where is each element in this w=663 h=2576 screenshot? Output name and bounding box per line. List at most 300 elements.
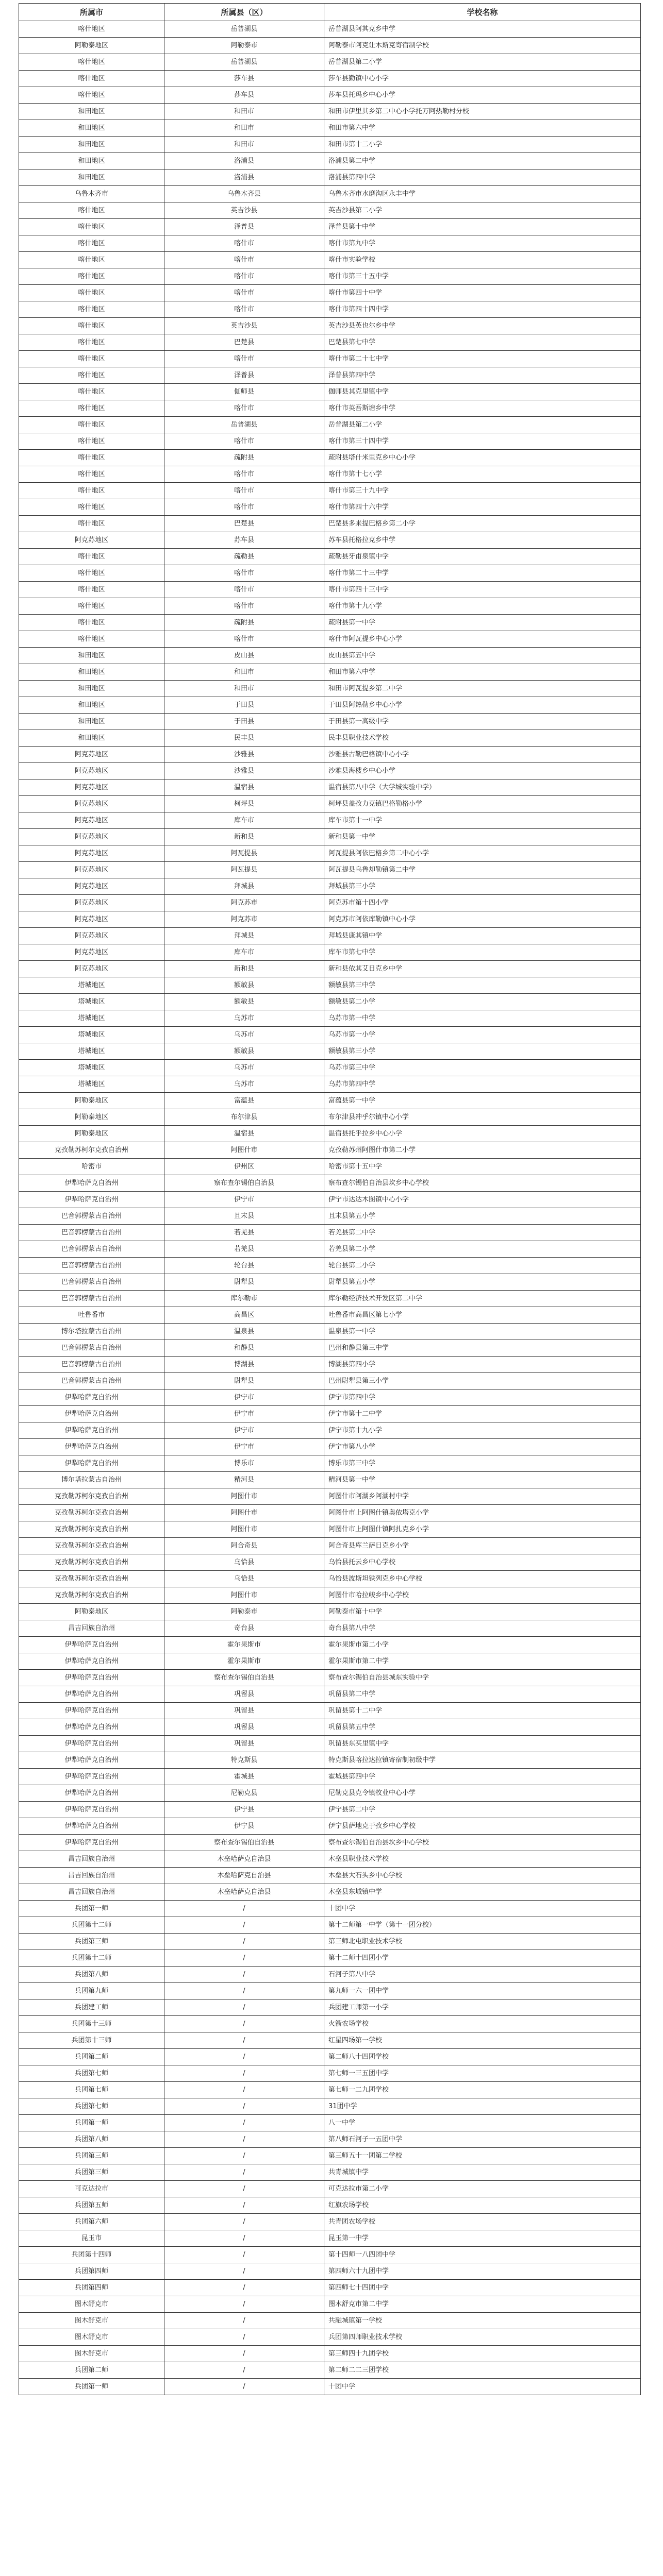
school-name-cell: 霍城县第四中学 (324, 1769, 641, 1785)
school-name-cell: 乌苏市第三中学 (324, 1060, 641, 1076)
school-name-cell: 岳普湖县第二小学 (324, 54, 641, 71)
county-cell: 喀什市 (164, 285, 324, 301)
school-name-cell: 木垒县职业技术学校 (324, 1851, 641, 1868)
school-name-cell: 库车市第七中学 (324, 944, 641, 961)
table-row (19, 1109, 641, 1126)
city-cell: 喀什地区 (19, 87, 164, 104)
city-cell: 伊犁哈萨克自治州 (19, 1703, 164, 1719)
table-row (19, 664, 641, 681)
school-name-cell: 精河县第一中学 (324, 1472, 641, 1488)
table-row (19, 2164, 641, 2181)
school-name-cell: 巩留县第二中学 (324, 1686, 641, 1703)
county-cell: 喀什市 (164, 268, 324, 285)
school-name-cell: 红旗农场学校 (324, 2197, 641, 2214)
city-cell: 巴音郭楞蒙古自治州 (19, 1357, 164, 1373)
city-cell: 兵团第一师 (19, 1901, 164, 1917)
city-cell: 喀什地区 (19, 466, 164, 483)
table-row (19, 1950, 641, 1967)
table-row (19, 1060, 641, 1076)
city-cell: 喀什地区 (19, 71, 164, 87)
school-name-cell: 奇台县第八中学 (324, 1620, 641, 1637)
county-cell: / (164, 2082, 324, 2098)
school-name-cell: 民丰县职业技术学校 (324, 730, 641, 747)
table-row (19, 1901, 641, 1917)
school-name-cell: 温泉县第一中学 (324, 1324, 641, 1340)
county-cell: 阿图什市 (164, 1521, 324, 1538)
school-name-cell: 阿图什市阿湖乡阿湖村中学 (324, 1488, 641, 1505)
table-row (19, 433, 641, 450)
city-cell: 阿克苏地区 (19, 944, 164, 961)
city-cell: 喀什地区 (19, 384, 164, 400)
county-cell: 阿勒泰市 (164, 1604, 324, 1620)
city-cell: 阿克苏地区 (19, 763, 164, 779)
city-cell: 伊犁哈萨克自治州 (19, 1670, 164, 1686)
school-name-cell: 乌鲁木齐市水磨沟区永丰中学 (324, 186, 641, 202)
county-cell: / (164, 1917, 324, 1934)
table-row (19, 1653, 641, 1670)
city-cell: 和田地区 (19, 170, 164, 186)
county-cell: 轮台县 (164, 1258, 324, 1274)
county-cell: 喀什市 (164, 466, 324, 483)
table-row (19, 1192, 641, 1208)
table-row (19, 1258, 641, 1274)
school-name-cell: 岳普湖县第二小学 (324, 417, 641, 433)
school-name-cell: 喀什市第十九小学 (324, 598, 641, 615)
school-name-cell: 于田县阿热勒乡中心小学 (324, 697, 641, 714)
county-cell: 伊州区 (164, 1159, 324, 1175)
table-row (19, 598, 641, 615)
county-cell: 和静县 (164, 1340, 324, 1357)
county-cell: 巴楚县 (164, 516, 324, 532)
city-cell: 喀什地区 (19, 565, 164, 582)
school-name-cell: 和田市阿瓦提乡第二中学 (324, 681, 641, 697)
table-row (19, 499, 641, 516)
school-name-cell: 克孜勒苏州阿图什市第二小学 (324, 1142, 641, 1159)
school-name-cell: 岳普湖县阿其克乡中学 (324, 21, 641, 38)
table-row (19, 681, 641, 697)
school-name-cell: 和田市伊里其乡第二中心小学托万阿热勒村分校 (324, 104, 641, 120)
county-cell: 阿勒泰市 (164, 38, 324, 54)
table-body (19, 21, 641, 2395)
city-cell: 阿克苏地区 (19, 895, 164, 911)
city-cell: 昌吉回族自治州 (19, 1620, 164, 1637)
city-cell: 和田地区 (19, 104, 164, 120)
city-cell: 昆玉市 (19, 2230, 164, 2247)
table-row (19, 1076, 641, 1093)
table-row (19, 2032, 641, 2049)
school-name-cell: 伊宁县第二中学 (324, 1802, 641, 1818)
school-name-cell: 喀什市第九中学 (324, 235, 641, 252)
city-cell: 克孜勒苏柯尔克孜自治州 (19, 1505, 164, 1521)
table-row (19, 1406, 641, 1422)
table-row (19, 747, 641, 763)
county-cell: / (164, 2065, 324, 2082)
county-cell: 于田县 (164, 714, 324, 730)
county-cell: 巩留县 (164, 1686, 324, 1703)
table-row (19, 565, 641, 582)
table-row (19, 1604, 641, 1620)
county-cell: 莎车县 (164, 87, 324, 104)
county-cell: / (164, 2329, 324, 2346)
county-cell: 阿克苏市 (164, 895, 324, 911)
city-cell: 阿克苏地区 (19, 829, 164, 845)
table-row (19, 2263, 641, 2280)
school-name-cell: 泽普县第四中学 (324, 367, 641, 384)
school-name-cell: 和田市第六中学 (324, 664, 641, 681)
county-cell: 喀什市 (164, 582, 324, 598)
school-name-cell: 伽师县其克里镇中学 (324, 384, 641, 400)
county-cell: 疏勒县 (164, 549, 324, 565)
table-row (19, 1868, 641, 1884)
school-name-cell: 乌恰县托云乡中心学校 (324, 1554, 641, 1571)
county-cell: 温宿县 (164, 1126, 324, 1142)
table-row (19, 862, 641, 878)
city-cell: 兵团第十三师 (19, 2016, 164, 2032)
school-name-cell: 十团中学 (324, 1901, 641, 1917)
county-cell: 阿图什市 (164, 1505, 324, 1521)
school-name-cell: 阿合奇县库兰萨日克乡小学 (324, 1538, 641, 1554)
city-cell: 巴音郭楞蒙古自治州 (19, 1274, 164, 1291)
table-row (19, 120, 641, 137)
school-name-cell: 和田市第十二小学 (324, 137, 641, 153)
city-cell: 阿克苏地区 (19, 911, 164, 928)
city-cell: 塔城地区 (19, 1027, 164, 1043)
table-row (19, 400, 641, 417)
city-cell: 克孜勒苏柯尔克孜自治州 (19, 1488, 164, 1505)
table-row (19, 516, 641, 532)
table-row (19, 2049, 641, 2065)
county-cell: / (164, 2346, 324, 2362)
county-cell: 巴楚县 (164, 334, 324, 351)
county-cell: / (164, 2197, 324, 2214)
table-row (19, 1571, 641, 1587)
table-row (19, 1126, 641, 1142)
county-cell: 喀什市 (164, 252, 324, 268)
county-cell: 新和县 (164, 829, 324, 845)
table-row (19, 1340, 641, 1357)
school-name-cell: 共青城镇中学 (324, 2164, 641, 2181)
school-name-cell: 第九师一六一团中学 (324, 1983, 641, 1999)
city-cell: 阿克苏地区 (19, 961, 164, 977)
county-cell: / (164, 1934, 324, 1950)
table-row (19, 1785, 641, 1802)
city-cell: 克孜勒苏柯尔克孜自治州 (19, 1521, 164, 1538)
county-cell: 乌苏市 (164, 1010, 324, 1027)
city-cell: 阿克苏地区 (19, 812, 164, 829)
table-row (19, 928, 641, 944)
city-cell: 喀什地区 (19, 21, 164, 38)
school-name-cell: 察布查尔锡伯自治县城东实验中学 (324, 1670, 641, 1686)
table-row (19, 1472, 641, 1488)
city-cell: 阿勒泰地区 (19, 1109, 164, 1126)
school-name-cell: 阿克苏市阿依库勒镇中心小学 (324, 911, 641, 928)
table-row (19, 202, 641, 219)
table-row (19, 1802, 641, 1818)
school-name-cell: 共青团农场学校 (324, 2214, 641, 2230)
table-row (19, 87, 641, 104)
city-cell: 巴音郭楞蒙古自治州 (19, 1291, 164, 1307)
table-row (19, 1027, 641, 1043)
table-row (19, 334, 641, 351)
county-cell: 伽师县 (164, 384, 324, 400)
city-cell: 巴音郭楞蒙古自治州 (19, 1340, 164, 1357)
county-cell: / (164, 2280, 324, 2296)
county-cell: 伊宁县 (164, 1802, 324, 1818)
city-cell: 喀什地区 (19, 334, 164, 351)
table-row (19, 21, 641, 38)
school-name-cell: 温宿县第八中学（大学城实验中学） (324, 779, 641, 796)
table-row (19, 878, 641, 895)
table-row (19, 1554, 641, 1571)
city-cell: 喀什地区 (19, 417, 164, 433)
city-cell: 喀什地区 (19, 285, 164, 301)
county-cell: 尉犁县 (164, 1373, 324, 1389)
school-name-cell: 额敏县第二小学 (324, 994, 641, 1010)
city-cell: 喀什地区 (19, 615, 164, 631)
school-name-cell: 喀什市第四十六中学 (324, 499, 641, 516)
city-cell: 喀什地区 (19, 631, 164, 648)
county-cell: / (164, 2313, 324, 2329)
school-name-cell: 额敏县第三小学 (324, 1043, 641, 1060)
county-cell: / (164, 2115, 324, 2131)
table-row (19, 153, 641, 170)
table-row (19, 1291, 641, 1307)
school-name-cell: 八一中学 (324, 2115, 641, 2131)
county-cell: 温泉县 (164, 1324, 324, 1340)
school-table (19, 3, 641, 2395)
school-name-cell: 喀什市实验学校 (324, 252, 641, 268)
city-cell: 兵团第七师 (19, 2082, 164, 2098)
school-name-cell: 图木舒克市第二中学 (324, 2296, 641, 2313)
school-name-cell: 阿勒泰市第十中学 (324, 1604, 641, 1620)
city-cell: 巴音郭楞蒙古自治州 (19, 1258, 164, 1274)
city-cell: 兵团第八师 (19, 1967, 164, 1983)
school-name-cell: 吐鲁番市高昌区第七小学 (324, 1307, 641, 1324)
school-name-cell: 巴州尉犁县第三小学 (324, 1373, 641, 1389)
city-cell: 兵团第三师 (19, 2164, 164, 2181)
school-name-cell: 且末县第五小学 (324, 1208, 641, 1225)
county-cell: 喀什市 (164, 565, 324, 582)
table-row (19, 1159, 641, 1175)
school-name-cell: 和田市第六中学 (324, 120, 641, 137)
county-cell: 泽普县 (164, 219, 324, 235)
city-cell: 伊犁哈萨克自治州 (19, 1769, 164, 1785)
county-cell: 巩留县 (164, 1703, 324, 1719)
table-row (19, 268, 641, 285)
city-cell: 阿克苏地区 (19, 796, 164, 812)
school-name-cell: 疏附县第一中学 (324, 615, 641, 631)
city-cell: 伊犁哈萨克自治州 (19, 1192, 164, 1208)
county-cell: 察布查尔锡伯自治县 (164, 1670, 324, 1686)
table-row (19, 301, 641, 318)
county-cell: 木垒哈萨克自治县 (164, 1868, 324, 1884)
school-name-cell: 第十四师一八四团中学 (324, 2247, 641, 2263)
school-name-cell: 十团中学 (324, 2379, 641, 2395)
school-name-cell: 霍尔果斯市第二小学 (324, 1637, 641, 1653)
county-cell: 伊宁市 (164, 1406, 324, 1422)
school-name-cell: 第七师一二九团学校 (324, 2082, 641, 2098)
table-row (19, 104, 641, 120)
school-name-cell: 拜城县第三小学 (324, 878, 641, 895)
table-row (19, 2379, 641, 2395)
table-row (19, 1620, 641, 1637)
county-cell: 乌苏市 (164, 1060, 324, 1076)
city-cell: 喀什地区 (19, 235, 164, 252)
county-cell: / (164, 2049, 324, 2065)
county-cell: 伊宁市 (164, 1439, 324, 1455)
county-cell: / (164, 2131, 324, 2148)
school-name-cell: 第三师五十一团第二学校 (324, 2148, 641, 2164)
city-cell: 兵团第三师 (19, 1934, 164, 1950)
city-cell: 兵团第十二师 (19, 1917, 164, 1934)
table-row (19, 1736, 641, 1752)
city-cell: 克孜勒苏柯尔克孜自治州 (19, 1587, 164, 1604)
table-row (19, 2181, 641, 2197)
city-cell: 兵团第一师 (19, 2379, 164, 2395)
county-cell: / (164, 1967, 324, 1983)
table-row (19, 2148, 641, 2164)
county-cell: 拜城县 (164, 878, 324, 895)
county-cell: 库车市 (164, 812, 324, 829)
city-cell: 阿克苏地区 (19, 779, 164, 796)
school-name-cell: 巩留县第十二中学 (324, 1703, 641, 1719)
table-row (19, 1884, 641, 1901)
table-row (19, 186, 641, 202)
county-cell: 阿克苏市 (164, 911, 324, 928)
table-row (19, 1686, 641, 1703)
county-cell: / (164, 1983, 324, 1999)
city-cell: 和田地区 (19, 714, 164, 730)
city-cell: 兵团建工师 (19, 1999, 164, 2016)
table-row (19, 2131, 641, 2148)
school-name-cell: 喀什市第三十五中学 (324, 268, 641, 285)
county-cell: 苏车县 (164, 532, 324, 549)
table-row (19, 1225, 641, 1241)
school-name-cell: 阿瓦提县乌鲁却勒镇第二中学 (324, 862, 641, 878)
city-cell: 喀什地区 (19, 598, 164, 615)
school-name-cell: 洛浦县第二中学 (324, 153, 641, 170)
table-row (19, 1934, 641, 1950)
table-row (19, 1967, 641, 1983)
table-header-row (19, 4, 641, 21)
county-cell: 木垒哈萨克自治县 (164, 1884, 324, 1901)
county-cell: 若羌县 (164, 1225, 324, 1241)
county-cell: / (164, 2181, 324, 2197)
table-row (19, 2098, 641, 2115)
table-row (19, 1719, 641, 1736)
city-cell: 伊犁哈萨克自治州 (19, 1406, 164, 1422)
county-cell: 柯坪县 (164, 796, 324, 812)
school-name-cell: 新和县依其艾日克乡中学 (324, 961, 641, 977)
school-name-cell: 泽普县第十中学 (324, 219, 641, 235)
city-cell: 伊犁哈萨克自治州 (19, 1389, 164, 1406)
county-cell: 察布查尔锡伯自治县 (164, 1835, 324, 1851)
county-cell: 尉犁县 (164, 1274, 324, 1291)
table-row (19, 2065, 641, 2082)
school-name-cell: 巩留县东买里镇中学 (324, 1736, 641, 1752)
school-name-cell: 喀什市第四十三中学 (324, 582, 641, 598)
table-row (19, 1010, 641, 1027)
county-cell: 岳普湖县 (164, 21, 324, 38)
table-row (19, 1587, 641, 1604)
county-cell: 博乐市 (164, 1455, 324, 1472)
county-cell: 喀什市 (164, 301, 324, 318)
county-cell: 洛浦县 (164, 170, 324, 186)
county-cell: 尼勒克县 (164, 1785, 324, 1802)
school-name-cell: 31团中学 (324, 2098, 641, 2115)
city-cell: 喀什地区 (19, 202, 164, 219)
city-cell: 喀什地区 (19, 268, 164, 285)
table-row (19, 1324, 641, 1340)
school-name-cell: 沙雅县海楼乡中心小学 (324, 763, 641, 779)
county-cell: 英吉沙县 (164, 202, 324, 219)
county-cell: 巩留县 (164, 1719, 324, 1736)
county-cell: 富蕴县 (164, 1093, 324, 1109)
school-name-cell: 特克斯县喀拉达拉镇寄宿制初级中学 (324, 1752, 641, 1769)
county-cell: / (164, 2098, 324, 2115)
county-cell: 温宿县 (164, 779, 324, 796)
school-name-cell: 第十二师第一中学（第十一团分校） (324, 1917, 641, 1934)
county-cell: 疏附县 (164, 450, 324, 466)
county-cell: 察布查尔锡伯自治县 (164, 1175, 324, 1192)
table-row (19, 367, 641, 384)
table-row (19, 2247, 641, 2263)
school-name-cell: 尉犁县第五小学 (324, 1274, 641, 1291)
school-name-cell: 阿瓦提县阿依巴格乡第二中心小学 (324, 845, 641, 862)
city-cell: 兵团第八师 (19, 2131, 164, 2148)
table-row (19, 1142, 641, 1159)
school-name-cell: 富蕴县第一中学 (324, 1093, 641, 1109)
county-cell: 乌恰县 (164, 1554, 324, 1571)
county-cell: / (164, 1999, 324, 2016)
school-name-cell: 喀什市第四十中学 (324, 285, 641, 301)
header-city: 所属市 (19, 4, 164, 21)
school-name-cell: 喀什市第四十四中学 (324, 301, 641, 318)
school-name-cell: 喀什市阿瓦提乡中心小学 (324, 631, 641, 648)
school-name-cell: 第三师四十九团学校 (324, 2346, 641, 2362)
city-cell: 伊犁哈萨克自治州 (19, 1439, 164, 1455)
city-cell: 阿克苏地区 (19, 532, 164, 549)
county-cell: 洛浦县 (164, 153, 324, 170)
table-row (19, 2115, 641, 2131)
table-row (19, 1670, 641, 1686)
county-cell: 乌苏市 (164, 1076, 324, 1093)
school-name-cell: 巴楚县多来提巴格乡第二小学 (324, 516, 641, 532)
school-name-cell: 乌苏市第一小学 (324, 1027, 641, 1043)
city-cell: 喀什地区 (19, 582, 164, 598)
school-name-cell: 第四师六十九团中学 (324, 2263, 641, 2280)
county-cell: 伊宁市 (164, 1389, 324, 1406)
county-cell: 霍城县 (164, 1769, 324, 1785)
city-cell: 和田地区 (19, 730, 164, 747)
school-name-cell: 察布查尔锡伯自治县坎乡中心学校 (324, 1835, 641, 1851)
school-name-cell: 博湖县第四小学 (324, 1357, 641, 1373)
table-row (19, 961, 641, 977)
table-row (19, 384, 641, 400)
school-name-cell: 喀什市第三十九中学 (324, 483, 641, 499)
county-cell: 特克斯县 (164, 1752, 324, 1769)
city-cell: 兵团第二师 (19, 2362, 164, 2379)
city-cell: 昌吉回族自治州 (19, 1851, 164, 1868)
city-cell: 伊犁哈萨克自治州 (19, 1802, 164, 1818)
school-name-cell: 布尔津县冲乎尔镇中心小学 (324, 1109, 641, 1126)
table-row (19, 1274, 641, 1291)
school-name-cell: 疏勒县牙甫泉镇中学 (324, 549, 641, 565)
city-cell: 喀什地区 (19, 400, 164, 417)
city-cell: 喀什地区 (19, 483, 164, 499)
county-cell: 博湖县 (164, 1357, 324, 1373)
city-cell: 兵团第五师 (19, 2197, 164, 2214)
